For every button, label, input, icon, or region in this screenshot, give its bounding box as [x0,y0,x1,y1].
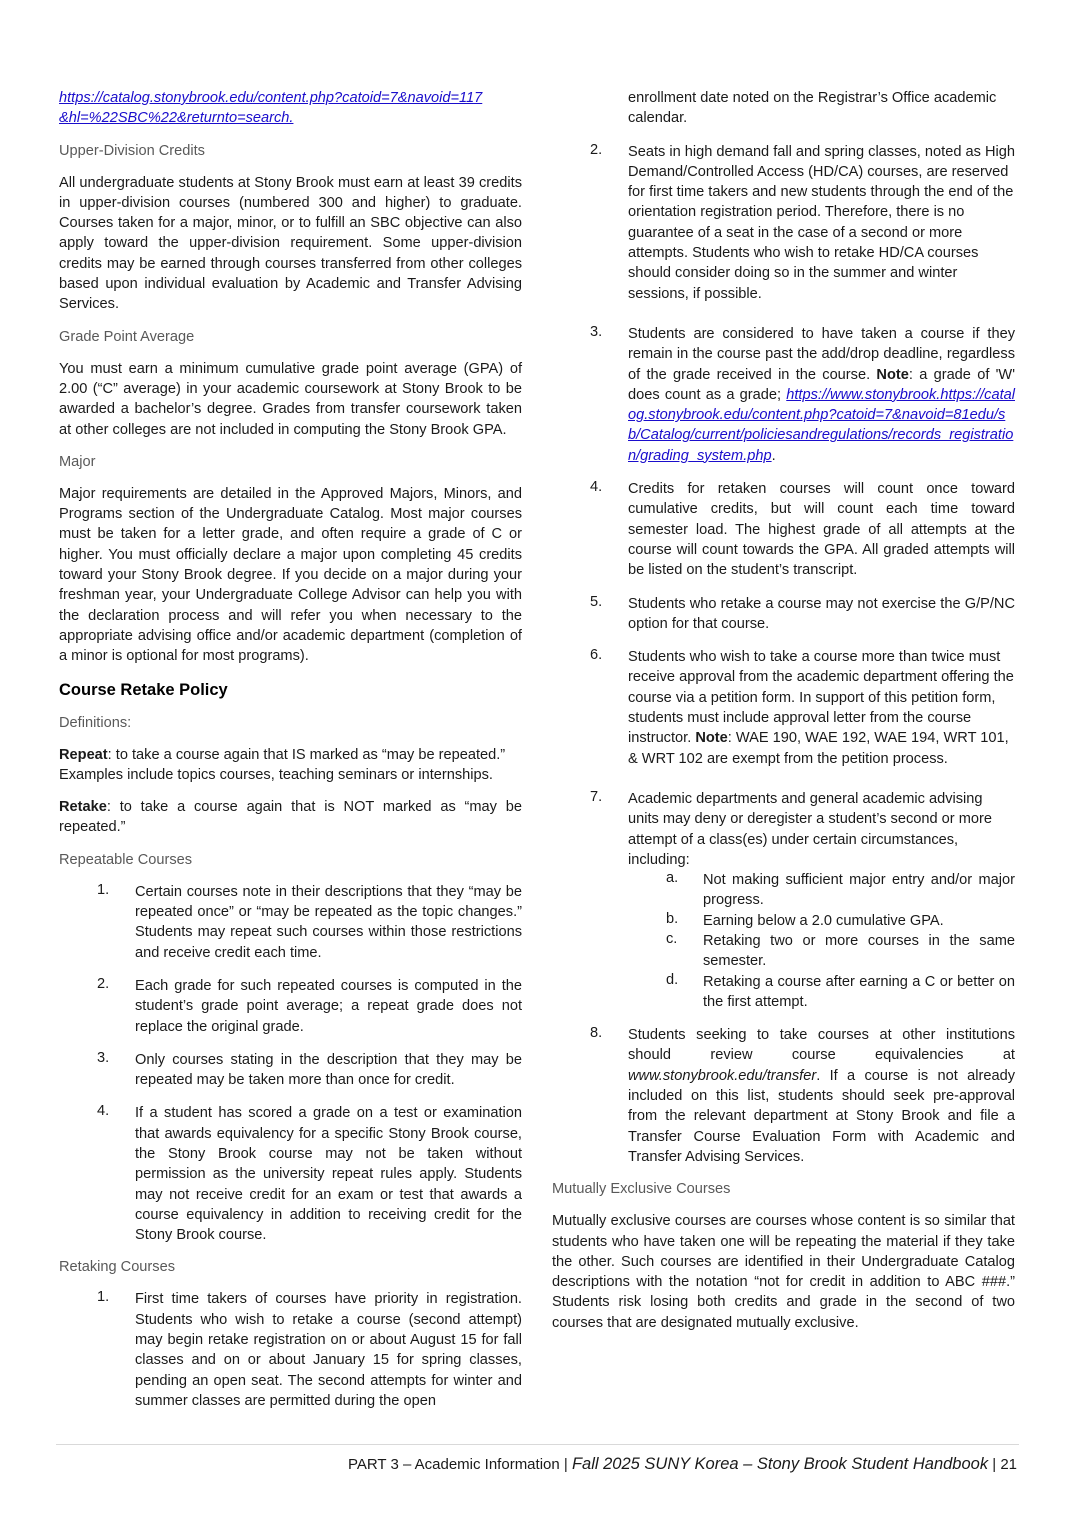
footer-divider [56,1444,1019,1445]
sub-list-item: d. Retaking a course after earning a C or better on the first attempt. [666,971,1015,1010]
note-label: Note [876,366,909,383]
retaking-courses-list [97,1289,522,1411]
upper-division-paragraph: All undergraduate students at Stony Brook must earn at least 39 credits in upper-division courses (numbered 300 and higher) to graduate. Courses taken for a major, minor, or to fulfill an SBC objective can also apply toward the upper-division requirement. Some upper-division credits may be earned through courses transferred from other colleges based upon individual evaluation by Academic and Transfer Advising Services. [59,174,522,313]
retaking-courses-list-continued [590,88,1015,1167]
left-column [59,88,522,1411]
retake-term: Retake [59,799,107,816]
repeatable-courses-list [97,882,522,1246]
sub-list-item: a. Not making sufficient major entry and/or major progress. [666,870,1015,909]
list-item: 4. If a student has scored a grade on a test or examination that awards equivalency for a specific Stony Brook course, the Stony Brook course may not be taken without permission as the university repeat rules apply. Students may not receive credit for an exam or test that awards a course equivalency in addition to receiving credit for the Stony Brook course. [97,1103,522,1244]
sub-list-item: b. Earning below a 2.0 cumulative GPA. [666,910,944,929]
right-column [552,88,1015,1333]
list-item: 7. Academic departments and general academic advising units may deny or deregister a student’s second or more attempt of a class(es) under certain circumstances, including: a. Not making sufficient major entry and/or major progress. b. Earning below a 2.0 cumulative GPA. c. Retaking two or more courses in the same semester. d. Retaking a course after earning a C or better on the first attempt. [590,789,1015,1012]
retake-definition: Retake: to take a course again that is NOT marked as “may be repeated.” [59,799,522,836]
list-item: 8. Students seeking to take courses at other institutions should review course equivalencies at www.stonybrook.edu/transfer. If a course is not already included on this list, students should seek pre-approval from the relevant department at Stony Brook and file a Transfer Course Evaluation Form with Academic and Transfer Advising Services. [590,1025,1015,1165]
retaking-courses-heading: Retaking Courses [59,1259,175,1276]
page-footer: PART 3 – Academic Information | Fall 2025 SUNY Korea – Stony Brook Student Handbook | 21 [347,1455,1017,1473]
sub-list-item: c. Retaking two or more courses in the same semester. [666,930,1015,970]
repeatable-courses-heading: Repeatable Courses [59,851,193,868]
repeat-term: Repeat [59,746,108,763]
list-item: 2. Seats in high demand fall and spring classes, noted as High Demand/Controlled Access (HD/CA) courses, are reserved for first time takers and new students through the end of the orientation registration period. Therefore, there is no guarantee of a seat in the case of a second or more attempts. Students who wish to retake HD/CA courses should consider doing so in the summer and winter sessions, if possible. [590,141,1015,302]
footer-handbook-title: Fall 2025 SUNY Korea – Stony Brook Student Handbook [571,1455,989,1473]
mutually-exclusive-heading: Mutually Exclusive Courses [552,1181,731,1198]
list-item: 4. Credits for retaken courses will count once toward cumulative credits, but will count each time toward semester load. The highest grade of all attempts at the course will count towards the GPA. All graded attempts will be listed on the student’s transcript. [590,479,1015,579]
grading-system-link[interactable]: https://www.stonybrook.https://catalog.stonybrook.edu/content.php?catoid=7&navoid=81edu/sb/Catalog/current/policiesandregulations/records_registration/grading_system.php [628,386,1015,464]
gpa-paragraph: You must earn a minimum cumulative grade point average (GPA) of 2.00 (“C” average) in your academic coursework at Stony Brook to be awarded a bachelor’s degree. Grades from transfer coursework taken at other colleges are not included in computing the Stony Brook GPA. [59,360,522,438]
repeat-definition: Repeat: to take a course again that IS marked as “may be repeated.” Examples include topics courses, teaching seminars or internships. [59,746,506,783]
list-item: 5. Students who retake a course may not exercise the G/P/NC option for that course. [590,593,1015,632]
list-item: 6. Students who wish to take a course more than twice must receive approval from the academic department offering the course via a petition form. In support of this petition form, students must include approval letter from the course instructor. Note: WAE 190, WAE 192, WAE 194, WRT 101, & WRT 102 are exempt from the petition process. [590,647,1014,767]
list-item: enrollment date noted on the Registrar’s Office academic calendar. [628,90,997,127]
list-item: 3. Students are considered to have taken a course if they remain in the course past the add/drop deadline, regardless of the grade received in the course. Note: a grade of 'W' does count as a grade; https://www.stonybrook.https://catalog.stonybrook.edu/content.php?catoid=7&navoid=81edu/sb/Catalog/current/policiesandregulations/records_registration/grading_system.php. [590,323,1015,464]
list-item: 3. Only courses stating in the description that they may be repeated may be taken more than once for credit. [97,1049,522,1089]
note-label: Note [695,730,728,747]
list-item: 1. Certain courses note in their descriptions that they “may be repeated once” or “may be repeated as the topic changes.” Students may repeat such courses within those restrictions and receive credit each time. [97,881,522,961]
upper-division-heading: Upper-Division Credits [59,142,205,159]
transfer-url: www.stonybrook.edu/transfer [628,1067,817,1084]
major-heading: Major [59,453,96,470]
definitions-heading: Definitions: [59,714,132,731]
mutually-exclusive-paragraph: Mutually exclusive courses are courses whose content is so similar that students who have taken one will be repeating the material if they take the other. Such courses are identified in their Undergraduate Catalog descriptions with the notation “not for credit in addition to ABC ###.” Students risk losing both credits and grade in the second of two courses that are designated mutually exclusive. [552,1213,1015,1331]
page-number: 21 [1000,1456,1017,1473]
footer-section: PART 3 – Academic Information | [347,1456,572,1473]
list-item: 2. Each grade for such repeated courses is computed in the student’s grade point average; a repeat grade does not replace the original grade. [97,975,522,1035]
major-paragraph: Major requirements are detailed in the Approved Majors, Minors, and Programs section of the Undergraduate Catalog. Most major courses must be taken for a letter grade, and often require a grade of C or higher. You must officially declare a major upon completing 45 credits toward your Stony Brook degree. If you decide on a major during your freshman year, your Undergraduate College Advisor can help you with the declaration process and will refer you when necessary to the appropriate advising office and/or academic department (completion of a minor is optional for most programs). [59,485,522,665]
catalog-sbc-link[interactable]: https://catalog.stonybrook.edu/content.php?catoid=7&navoid=117 &hl=%22SBC%22&returnto=search. [59,90,483,127]
course-retake-policy-heading: Course Retake Policy [59,680,228,699]
gpa-heading: Grade Point Average [59,328,195,345]
list-item: 1. First time takers of courses have priority in registration. Students who wish to retake a course (second attempt) may begin retake registration on or about August 15 for fall classes and on or about January 15 for spring classes, pending an open seat. The second attempts for winter and summer classes are permitted during the open [97,1289,522,1409]
